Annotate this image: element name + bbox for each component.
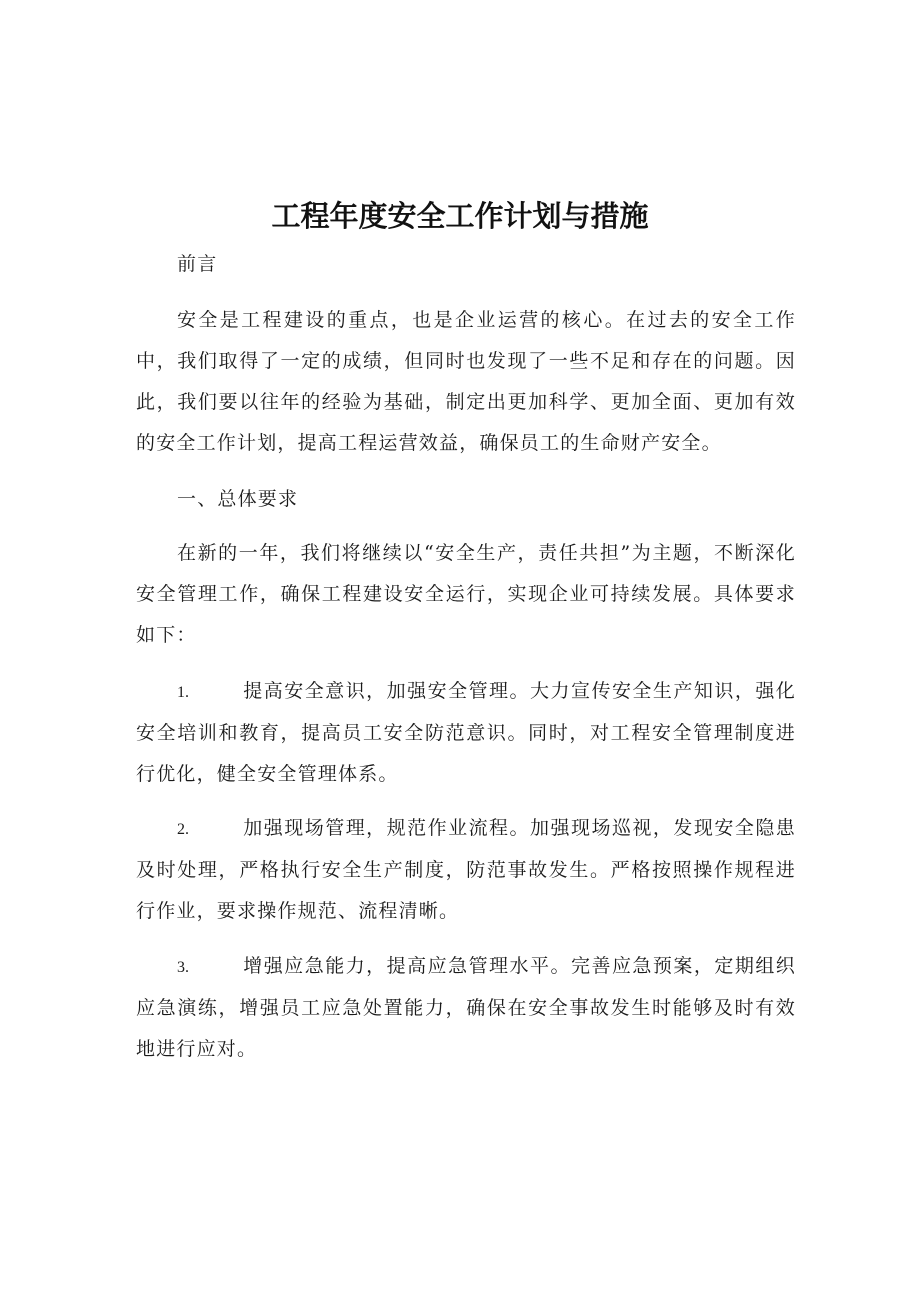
- list-item-text: 提高安全意识，加强安全管理。大力宣传安全生产知识，强化安全培训和教育，提高员工安全防范意识。同时，对工程安全管理制度进行优化，健全安全管理体系。: [136, 680, 796, 785]
- list-item-number: 1.: [177, 684, 189, 701]
- section-heading-general-requirements: 一、总体要求: [177, 488, 299, 510]
- list-item-number: 2.: [177, 821, 189, 838]
- list-item-text: 加强现场管理，规范作业流程。加强现场巡视，发现安全隐患及时处理，严格执行安全生产制度，防范事故发生。严格按照操作规程进行作业，要求操作规范、流程清晰。: [136, 817, 796, 922]
- preface-paragraph: 安全是工程建设的重点，也是企业运营的核心。在过去的安全工作中，我们取得了一定的成绩，但同时也发现了一些不足和存在的问题。因此，我们要以往年的经验为基础，制定出更加科学、更加全面、更加有效的安全工作计划，提高工程运营效益，确保员工的生命财产安全。: [136, 309, 796, 454]
- list-item-text: 增强应急能力，提高应急管理水平。完善应急预案，定期组织应急演练，增强员工应急处置能力，确保在安全事故发生时能够及时有效地进行应对。: [136, 955, 796, 1060]
- document-title: 工程年度安全工作计划与措施: [271, 199, 649, 233]
- list-item-number: 3.: [177, 959, 189, 976]
- list-item: [136, 946, 796, 1070]
- preface-heading: 前言: [177, 253, 218, 275]
- list-item: [136, 671, 796, 795]
- list-item: [136, 808, 796, 932]
- section-intro-paragraph: 在新的一年，我们将继续以“安全生产，责任共担”为主题，不断深化安全管理工作，确保工程建设安全运行，实现企业可持续发展。具体要求如下：: [136, 542, 796, 646]
